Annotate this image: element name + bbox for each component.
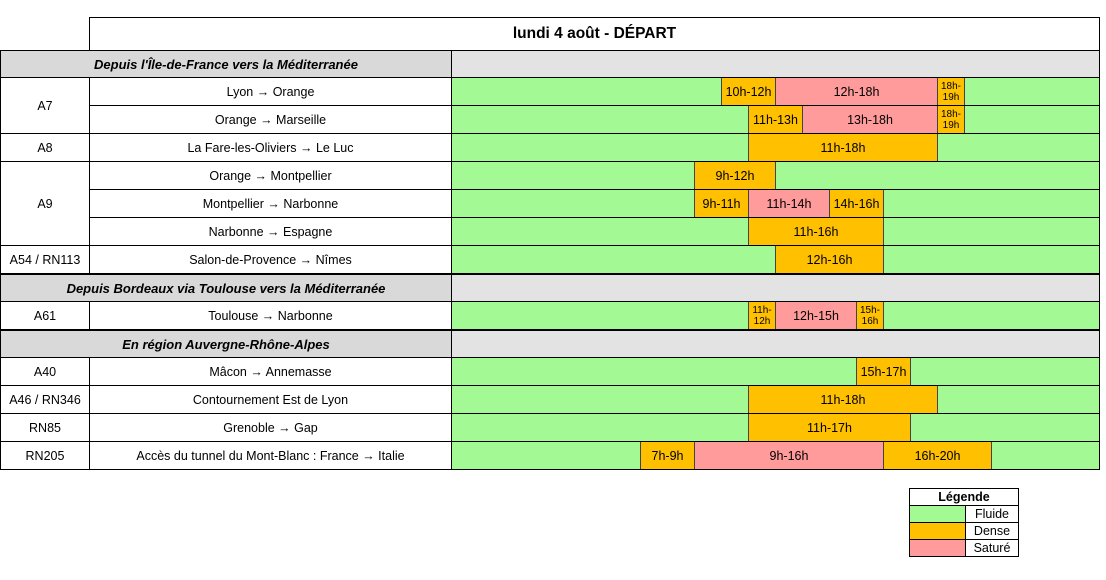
period-dense: 18h-19h (937, 106, 965, 133)
legend-label-sature: Saturé (973, 541, 1011, 555)
segment-label: Montpellier → Narbonne (90, 190, 452, 218)
timeline-row (452, 218, 1100, 246)
road-name: A9 (0, 162, 90, 246)
legend-row-dense (910, 523, 1018, 540)
period-dense: 11h-13h (748, 106, 803, 133)
timeline-row (452, 302, 1100, 330)
period-sature: 11h-14h (748, 190, 830, 217)
segment-label: Toulouse → Narbonne (90, 302, 452, 330)
section-header: Depuis Bordeaux via Toulouse vers la Méditerranée (0, 274, 452, 302)
legend-row-fluide (910, 506, 1018, 523)
period-dense: 16h-20h (883, 442, 992, 469)
period-sature: 12h-18h (775, 78, 938, 105)
road-name: A61 (0, 302, 90, 330)
period-dense: 11h-18h (748, 134, 938, 161)
period-dense: 11h-18h (748, 386, 938, 413)
timeline-row (452, 386, 1100, 414)
period-dense: 15h-16h (856, 302, 884, 329)
road-name: A7 (0, 78, 90, 134)
segment-label: Orange → Montpellier (90, 162, 452, 190)
period-sature: 13h-18h (802, 106, 938, 133)
legend-label-fluide: Fluide (974, 507, 1010, 521)
segment-label: Mâcon → Annemasse (90, 358, 452, 386)
period-dense: 14h-16h (829, 190, 884, 217)
timeline-row (452, 106, 1100, 134)
road-name: RN205 (0, 442, 90, 470)
period-dense: 18h-19h (937, 78, 965, 105)
section-header-fill (452, 274, 1100, 302)
period-dense: 9h-11h (694, 190, 749, 217)
legend-swatch-fluide (910, 506, 966, 522)
segment-label: Orange → Marseille (90, 106, 452, 134)
timeline-row (452, 190, 1100, 218)
timeline-row (452, 78, 1100, 106)
period-sature: 9h-16h (694, 442, 884, 469)
period-dense: 7h-9h (640, 442, 695, 469)
period-dense: 11h-12h (748, 302, 776, 329)
road-name: A46 / RN346 (0, 386, 90, 414)
legend-swatch-sature (910, 540, 966, 556)
legend-row-sature (910, 540, 1018, 556)
period-dense: 12h-16h (775, 246, 884, 273)
segment-label: Narbonne → Espagne (90, 218, 452, 246)
timeline-row (452, 134, 1100, 162)
section-header: En région Auvergne-Rhône-Alpes (0, 330, 452, 358)
timeline-row (452, 162, 1100, 190)
legend (909, 488, 1019, 557)
road-name: RN85 (0, 414, 90, 442)
timeline-row (452, 358, 1100, 386)
legend-swatch-dense (910, 523, 966, 539)
segment-label: La Fare-les-Oliviers → Le Luc (90, 134, 452, 162)
period-sature: 12h-15h (775, 302, 857, 329)
segment-label: Lyon → Orange (90, 78, 452, 106)
timeline-row (452, 246, 1100, 274)
section-header: Depuis l'Île-de-France vers la Méditerranée (0, 50, 452, 78)
legend-title: Légende (910, 489, 1018, 506)
road-name: A54 / RN113 (0, 246, 90, 274)
page-title: lundi 4 août - DÉPART (89, 17, 1100, 50)
segment-label: Contournement Est de Lyon (90, 386, 452, 414)
segment-label: Accès du tunnel du Mont-Blanc : France → Italie (90, 442, 452, 470)
section-header-fill (452, 50, 1100, 78)
legend-label-dense: Dense (973, 524, 1011, 538)
period-dense: 11h-17h (748, 414, 911, 441)
road-name: A40 (0, 358, 90, 386)
timeline-row (452, 442, 1100, 470)
road-name: A8 (0, 134, 90, 162)
period-dense: 11h-16h (748, 218, 884, 245)
section-header-fill (452, 330, 1100, 358)
timeline-row (452, 414, 1100, 442)
period-dense: 15h-17h (856, 358, 911, 385)
segment-label: Grenoble → Gap (90, 414, 452, 442)
period-dense: 9h-12h (694, 162, 776, 189)
segment-label: Salon-de-Provence → Nîmes (90, 246, 452, 274)
period-dense: 10h-12h (721, 78, 776, 105)
